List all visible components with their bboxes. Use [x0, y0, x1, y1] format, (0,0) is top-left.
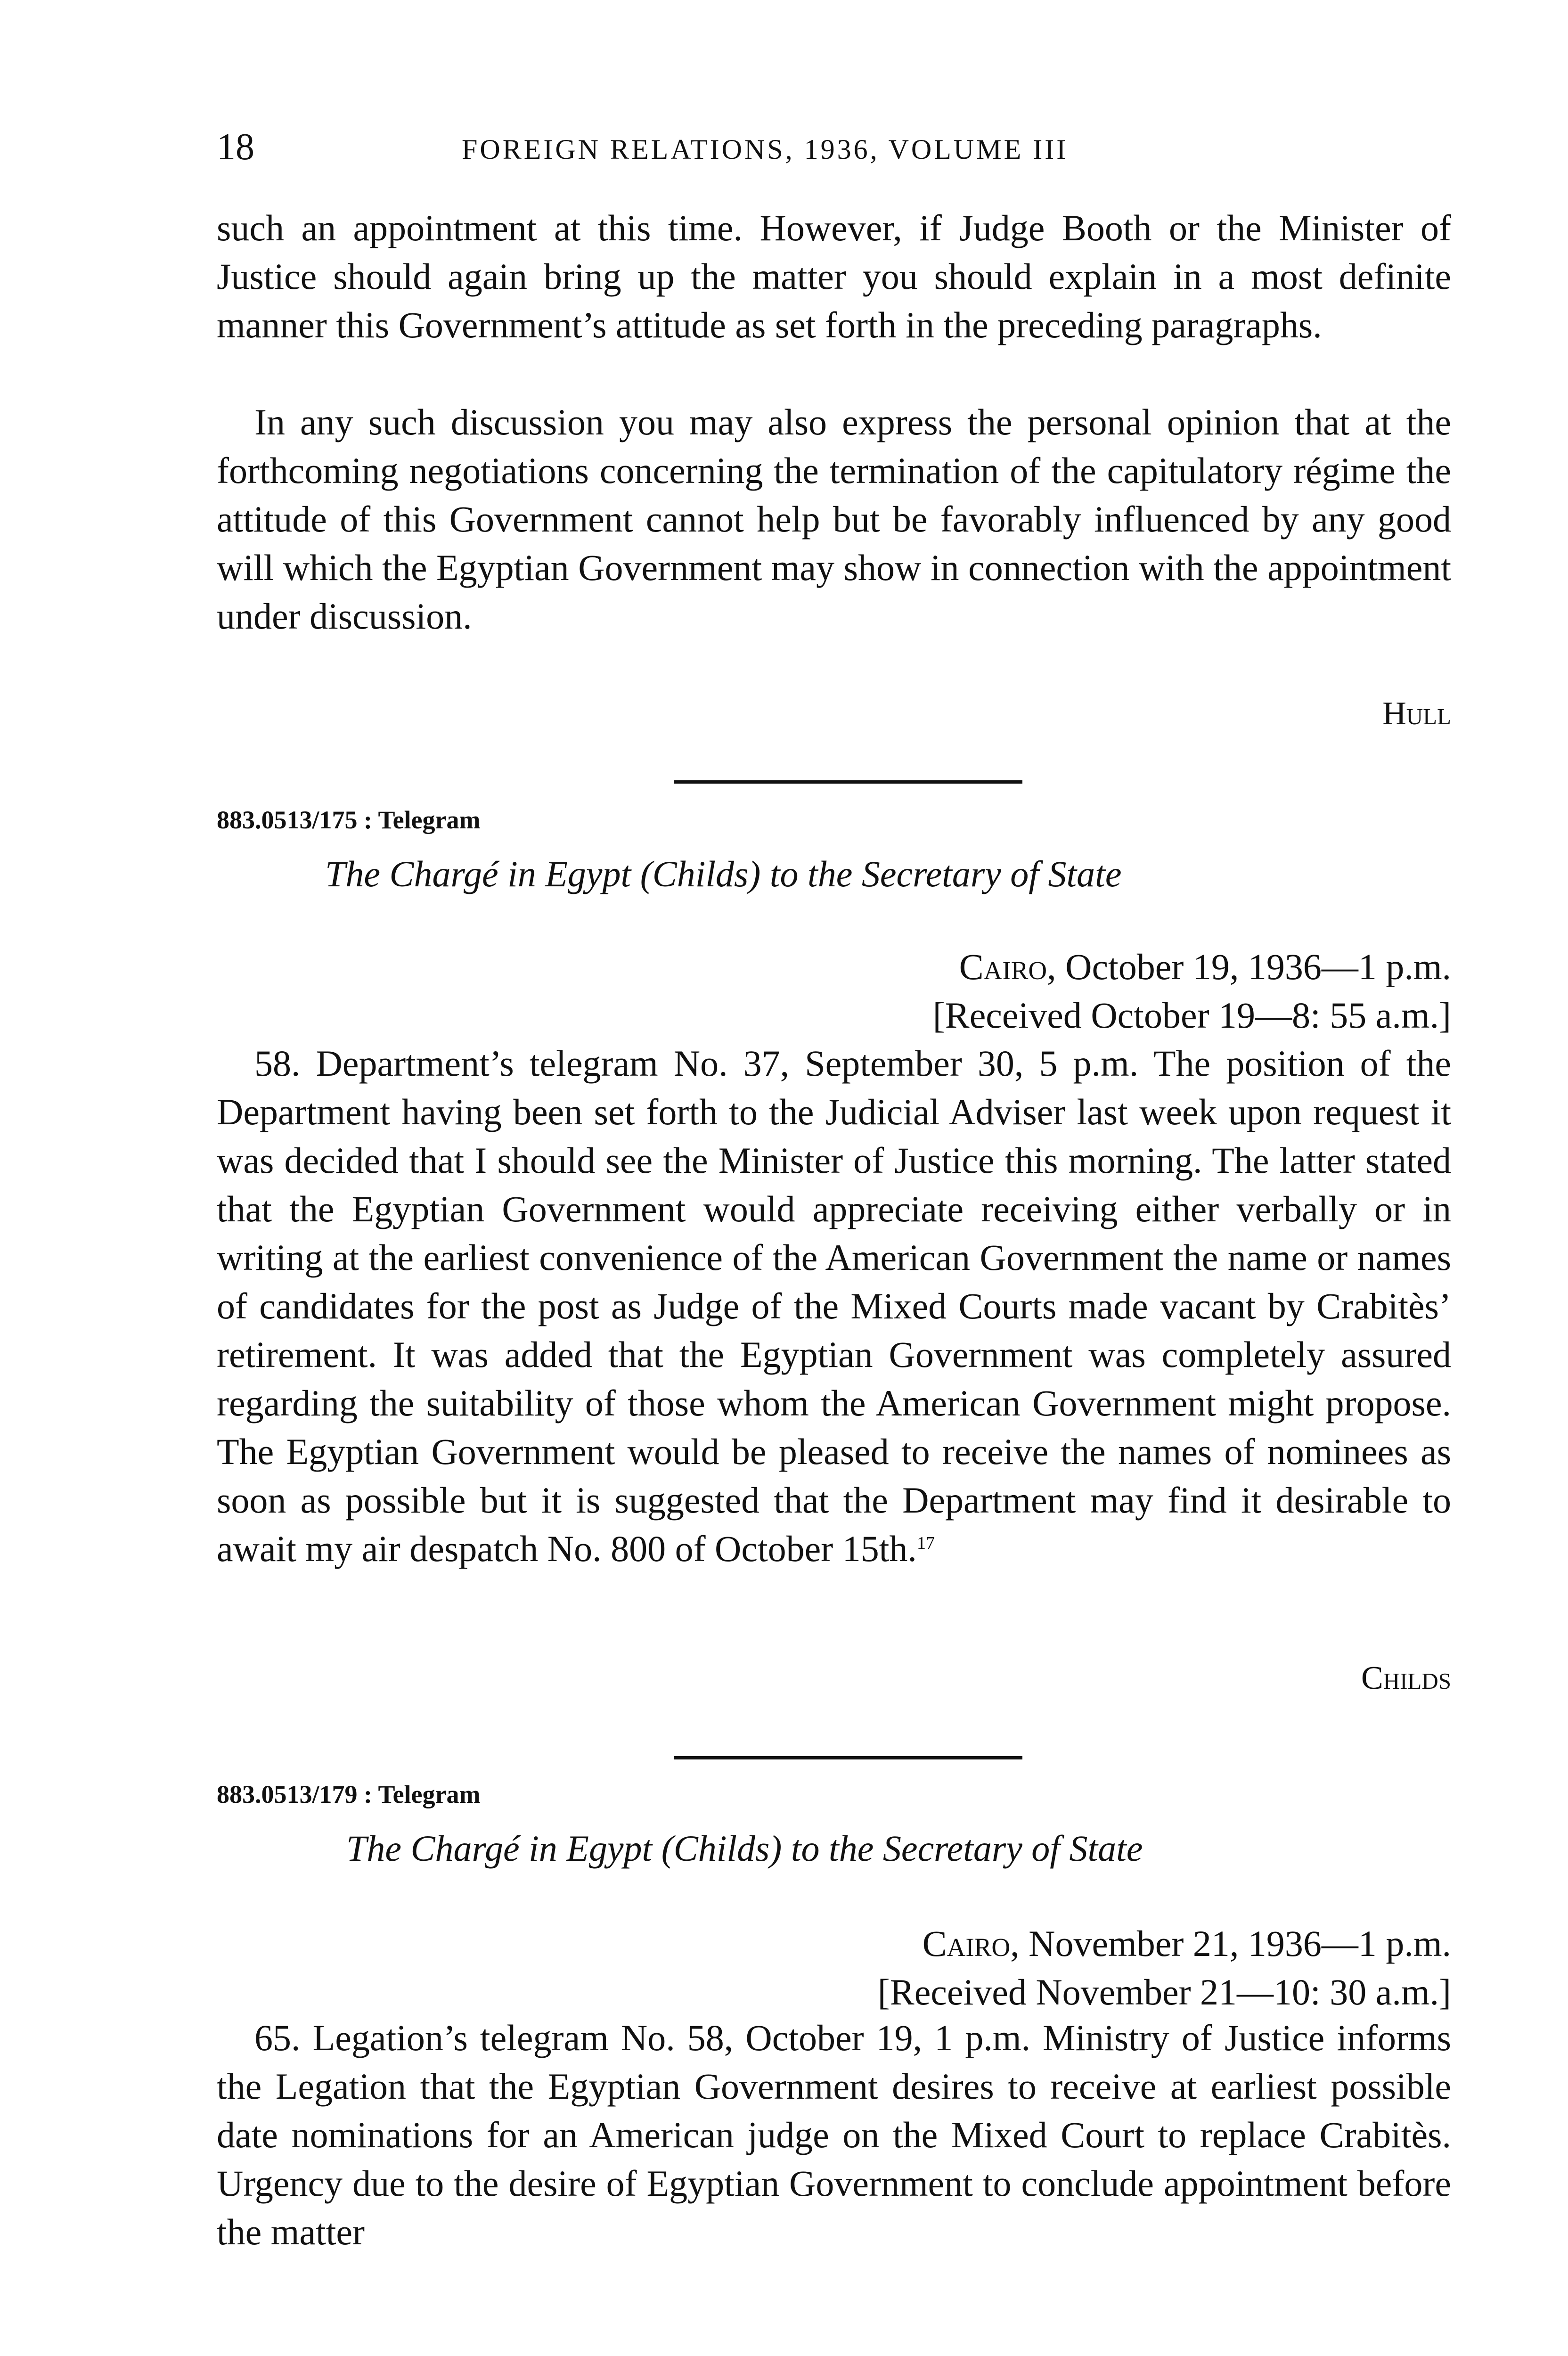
footnote-reference: 17 [916, 1533, 935, 1553]
file-reference: 883.0513/175 : Telegram [217, 806, 481, 834]
opinion-paragraph: In any such discussion you may also express the personal opinion that at the forthcoming negotiations concerning the termination of the capitulatory régime the attitude of this Government cannot help but be favorably influenced by any good will which the Egyptian Government may show in connection with the appointment under discussion. [217, 401, 1451, 637]
dateline-place: Cairo, [922, 1923, 1020, 1964]
dateline-sent [933, 942, 1451, 991]
dateline [878, 1919, 1451, 2016]
document-title: The Chargé in Egypt (Childs) to the Secretary of State [346, 1828, 1143, 1869]
signature-childs: Childs [1361, 1660, 1451, 1696]
telegram-text: 58. Department’s telegram No. 37, September 30, 5 p.m. The position of the Department having been set forth to the Judicial Adviser last week upon request it was decided that I should see the Minister of Justice this morning. The latter stated that the Egyptian Government would appreciate receiving either verbally or in writing at the earliest convenience of the American Government the name or names of candidates for the post as Judge of the Mixed Courts made vacant by Crabitès’ retirement. It was added that the Egyptian Government was completely assured regarding the suitability of those whom the American Government might propose. The Egyptian Government would be pleased to receive the names of nominees as soon as possible but it is suggested that the Department may find it desirable to await my air despatch No. 800 of October 15th. [217, 1043, 1451, 1569]
page-header [217, 123, 1451, 175]
running-title: FOREIGN RELATIONS, 1936, VOLUME III [462, 134, 1069, 165]
dateline-received: [Received November 21—10: 30 a.m.] [877, 1972, 1451, 2012]
dateline-place: Cairo, [959, 946, 1056, 987]
dateline [933, 942, 1451, 1039]
dateline-sent [878, 1919, 1451, 1968]
dateline-received: [Received October 19—8: 55 a.m.] [932, 995, 1451, 1036]
section-divider [674, 780, 1022, 784]
dateline-date: November 21, 1936—1 p.m. [1019, 1923, 1451, 1964]
telegram-body: 65. Legation’s telegram No. 58, October 19, 1 p.m. Ministry of Justice informs the Legation that the Egyptian Government desires to receive at earliest possible date nominations for an American judge on the Mixed Court to replace Crabitès. Urgency due to the desire of Egyptian Government to conclude appointment before the matter [217, 2017, 1451, 2252]
section-divider [674, 1756, 1022, 1759]
telegram-body [217, 1039, 1451, 1573]
page-number: 18 [217, 126, 254, 168]
file-reference: 883.0513/179 : Telegram [217, 1780, 481, 1808]
document-title: The Chargé in Egypt (Childs) to the Secretary of State [325, 853, 1122, 894]
continuation-paragraph: such an appointment at this time. However, if Judge Booth or the Minister of Justice should again bring up the matter you should explain in a most definite manner this Government’s attitude as set forth in the preceding paragraphs. [217, 207, 1451, 345]
dateline-date: October 19, 1936—1 p.m. [1056, 946, 1451, 987]
signature-hull: Hull [1382, 695, 1451, 732]
